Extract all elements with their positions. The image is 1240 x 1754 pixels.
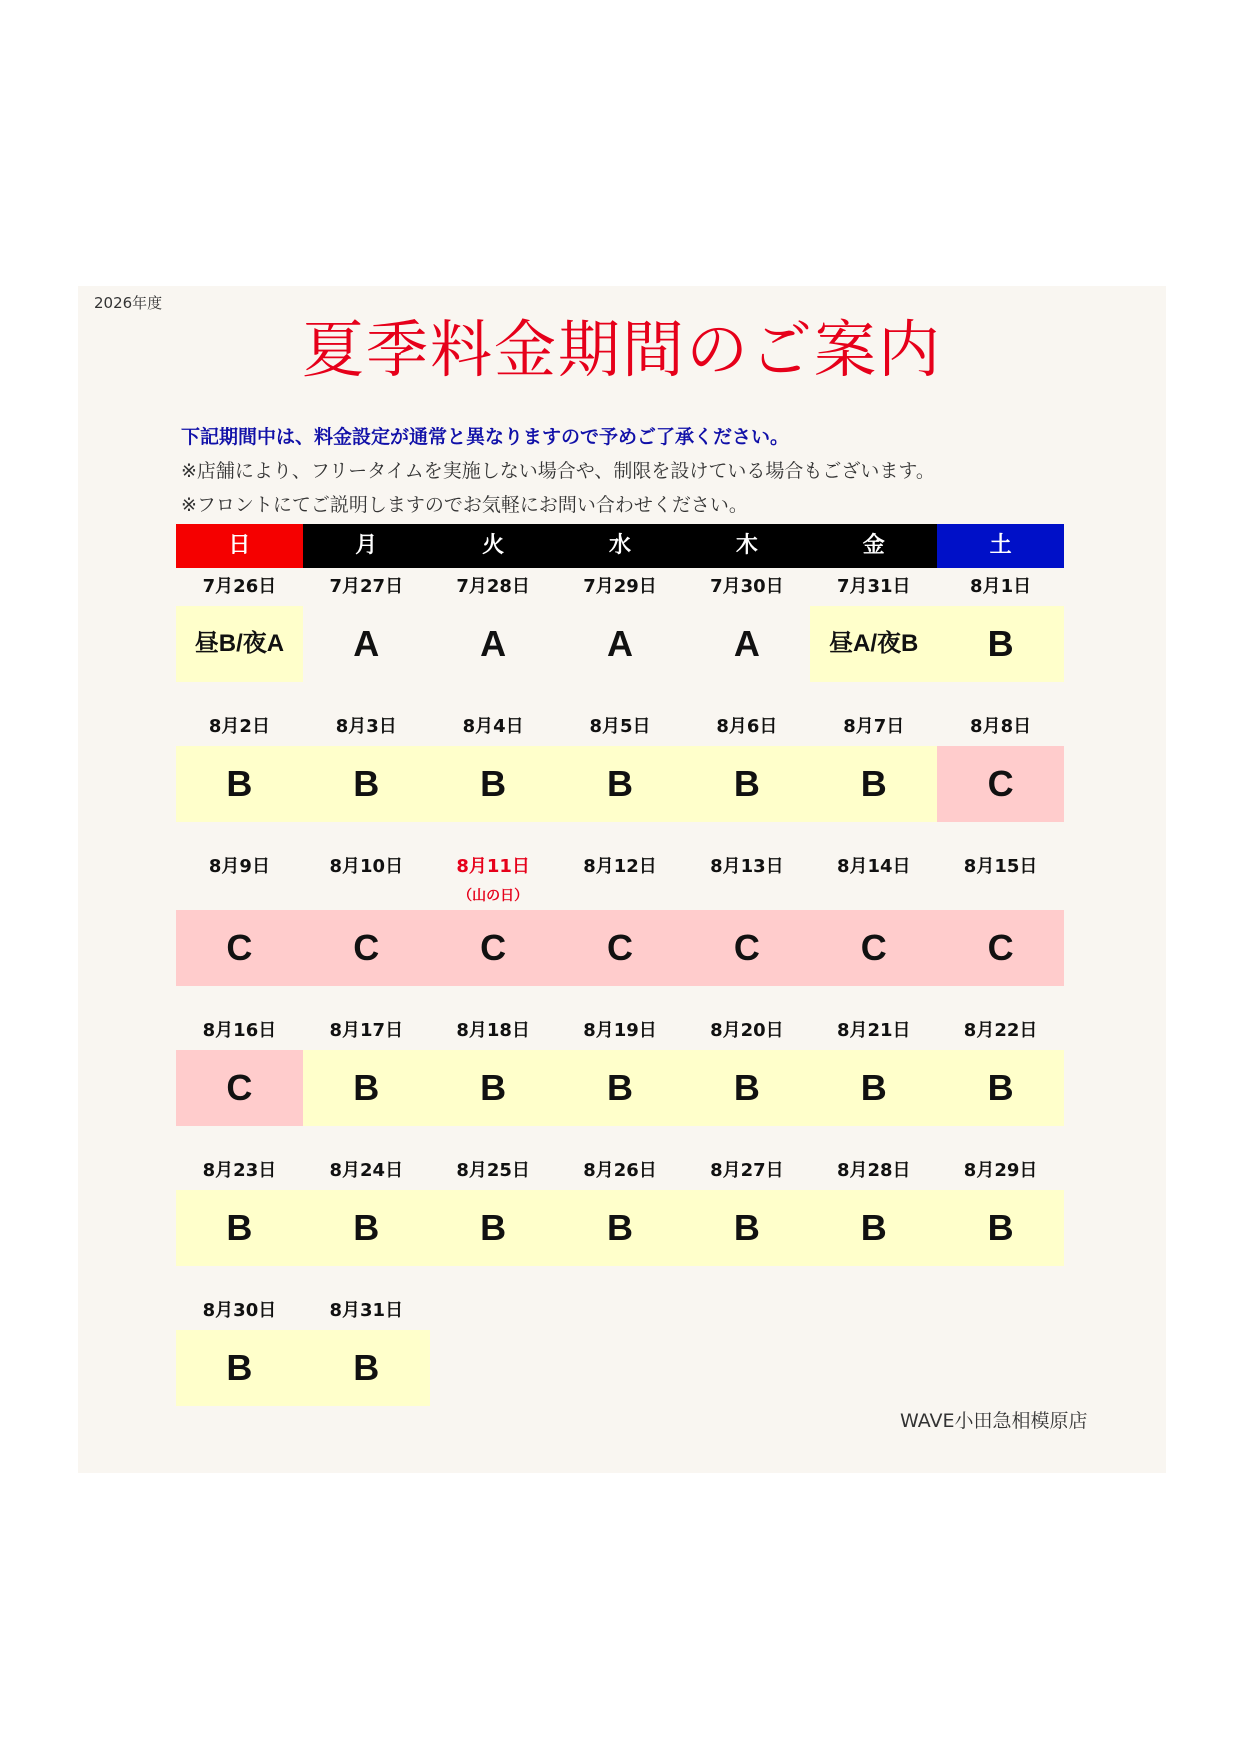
calendar-week [176, 708, 1064, 822]
day-cell [937, 1012, 1064, 1126]
calendar-week [176, 1152, 1064, 1266]
date-label: 8月8日 [970, 716, 1032, 737]
rate-badge: C [557, 910, 684, 986]
day-cell [430, 1152, 557, 1266]
rate-badge: B [683, 1050, 810, 1126]
rate-badge: B [176, 1330, 303, 1406]
holiday-spacer [810, 886, 937, 910]
rate-badge: B [810, 1190, 937, 1266]
date-label: 8月10日 [329, 856, 404, 877]
rate-badge: B [937, 606, 1064, 682]
notice-main: 下記期間中は、料金設定が通常と異なりますので予めご了承ください。 [181, 426, 790, 448]
date-label: 8月29日 [963, 1160, 1038, 1181]
rate-badge: C [937, 746, 1064, 822]
date-label: 8月22日 [963, 1020, 1038, 1041]
day-cell [810, 1152, 937, 1266]
rate-badge: B [937, 1190, 1064, 1266]
date-label: 8月12日 [583, 856, 657, 877]
rate-badge: C [176, 1050, 303, 1126]
day-cell [176, 1152, 303, 1266]
day-cell [810, 848, 937, 986]
weekday-wednesday: 水 [557, 524, 684, 568]
day-cell [683, 708, 810, 822]
day-cell [430, 708, 557, 822]
date-label: 8月25日 [456, 1160, 530, 1181]
day-cell [937, 708, 1064, 822]
calendar-weeks [176, 568, 1064, 1406]
day-cell [810, 568, 937, 682]
day-cell [303, 848, 430, 986]
day-cell [303, 708, 430, 822]
date-label: 8月31日 [329, 1300, 404, 1321]
rate-badge: A [480, 623, 507, 664]
notice-note-2: ※フロントにてご説明しますのでお気軽にお問い合わせください。 [181, 494, 748, 516]
fiscal-year: 2026年度 [94, 294, 163, 312]
pricing-calendar [176, 524, 1064, 1406]
day-cell [683, 1152, 810, 1266]
date-label: 8月2日 [208, 716, 270, 737]
holiday-spacer [937, 886, 1064, 910]
date-label: 8月4日 [462, 716, 524, 737]
rate-badge: C [430, 910, 557, 986]
day-cell [303, 1292, 430, 1406]
date-label: 8月18日 [456, 1020, 530, 1041]
date-label: 8月17日 [329, 1020, 404, 1041]
date-label: 8月21日 [836, 1020, 911, 1041]
holiday-name: （山の日） [458, 888, 529, 904]
date-label: 8月28日 [836, 1160, 911, 1181]
calendar-week [176, 1012, 1064, 1126]
rate-badge: B [810, 1050, 937, 1126]
rate-badge: C [937, 910, 1064, 986]
day-cell [176, 568, 303, 682]
date-label: 8月1日 [970, 576, 1032, 597]
day-cell [303, 568, 430, 682]
week-gap [176, 1126, 1064, 1152]
rate-badge: B [430, 746, 557, 822]
day-cell [303, 1152, 430, 1266]
rate-badge: C [303, 910, 430, 986]
day-cell [683, 1012, 810, 1126]
calendar-week [176, 1292, 1064, 1406]
date-label: 8月20日 [710, 1020, 784, 1041]
rate-badge: B [303, 1050, 430, 1126]
date-label: 8月6日 [716, 716, 778, 737]
rate-badge: B [557, 1050, 684, 1126]
day-cell [557, 568, 684, 682]
day-cell [176, 848, 303, 986]
date-label: 7月26日 [202, 576, 277, 597]
date-label: 8月26日 [583, 1160, 657, 1181]
weekday-tuesday: 火 [430, 524, 557, 568]
holiday-spacer [683, 886, 810, 910]
day-cell [430, 848, 557, 986]
rate-badge: A [353, 623, 380, 664]
date-label: 8月16日 [202, 1020, 277, 1041]
holiday-spacer [176, 886, 303, 910]
date-label: 8月14日 [836, 856, 911, 877]
day-cell [683, 568, 810, 682]
rate-badge: B [303, 1190, 430, 1266]
date-label: 7月28日 [456, 576, 530, 597]
date-label: 7月27日 [329, 576, 404, 597]
weekday-header [176, 524, 1064, 568]
date-label: 8月7日 [843, 716, 905, 737]
date-label: 8月11日 [456, 856, 530, 877]
rate-badge: B [430, 1190, 557, 1266]
rate-badge: B [176, 746, 303, 822]
page-title: 夏季料金期間のご案内 [301, 313, 942, 386]
holiday-spacer [303, 886, 430, 910]
week-gap [176, 822, 1064, 848]
weekday-sunday: 日 [176, 524, 303, 568]
day-cell [176, 1292, 303, 1406]
calendar-week [176, 848, 1064, 986]
date-label: 8月3日 [335, 716, 397, 737]
day-cell [176, 708, 303, 822]
rate-badge: B [557, 1190, 684, 1266]
date-label: 8月5日 [589, 716, 651, 737]
day-cell [937, 568, 1064, 682]
date-label: 8月13日 [710, 856, 784, 877]
rate-badge: B [937, 1050, 1064, 1126]
date-label: 8月19日 [583, 1020, 657, 1041]
rate-badge: B [810, 746, 937, 822]
date-label: 8月24日 [329, 1160, 404, 1181]
weekday-saturday: 土 [937, 524, 1064, 568]
weekday-monday: 月 [303, 524, 430, 568]
date-label: 7月31日 [836, 576, 911, 597]
day-cell [683, 848, 810, 986]
date-label: 8月27日 [710, 1160, 784, 1181]
rate-badge: A [607, 623, 633, 664]
rate-badge: B [176, 1190, 303, 1266]
date-label: 8月23日 [202, 1160, 277, 1181]
day-cell [557, 1152, 684, 1266]
day-cell [937, 1152, 1064, 1266]
day-cell [810, 1012, 937, 1126]
rate-badge: C [810, 910, 937, 986]
calendar-week [176, 568, 1064, 682]
week-gap [176, 682, 1064, 708]
day-cell [937, 848, 1064, 986]
week-gap [176, 986, 1064, 1012]
date-label: 8月15日 [963, 856, 1038, 877]
weekday-thursday: 木 [683, 524, 810, 568]
date-label: 8月30日 [202, 1300, 277, 1321]
weekday-friday: 金 [810, 524, 937, 568]
day-cell [557, 1012, 684, 1126]
day-cell [176, 1012, 303, 1126]
rate-badge: B [683, 746, 810, 822]
holiday-spacer [557, 886, 684, 910]
rate-badge: 昼B/夜A [176, 606, 303, 682]
day-cell [557, 708, 684, 822]
week-gap [176, 1266, 1064, 1292]
shop-name: WAVE小田急相模原店 [900, 1410, 1088, 1432]
day-cell [430, 1012, 557, 1126]
rate-badge: B [303, 746, 430, 822]
date-label: 8月9日 [208, 856, 270, 877]
day-cell [557, 848, 684, 986]
rate-badge: A [733, 623, 760, 664]
rate-badge: C [683, 910, 810, 986]
rate-badge: 昼A/夜B [810, 606, 937, 682]
day-cell [810, 708, 937, 822]
rate-badge: B [683, 1190, 810, 1266]
notice-note-1: ※店舗により、フリータイムを実施しない場合や、制限を設けている場合もございます。 [181, 460, 935, 482]
day-cell [430, 568, 557, 682]
date-label: 7月29日 [583, 576, 657, 597]
date-label: 7月30日 [710, 576, 784, 597]
rate-badge: B [430, 1050, 557, 1126]
rate-badge: B [557, 746, 684, 822]
rate-badge: B [303, 1330, 430, 1406]
rate-badge: C [176, 910, 303, 986]
day-cell [303, 1012, 430, 1126]
